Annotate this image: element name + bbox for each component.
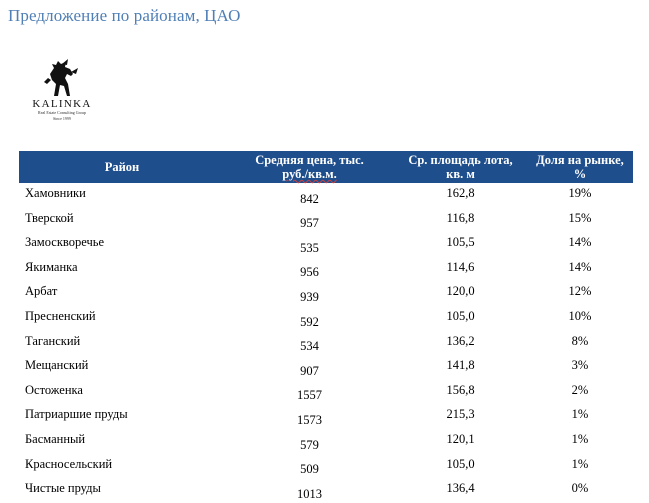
- header-area-line1: Ср. площадь лота,: [408, 153, 513, 167]
- table-header-row: [19, 151, 633, 183]
- header-price-line2: руб./кв.м.: [282, 167, 337, 181]
- cell-avg-price: 907: [300, 363, 319, 378]
- header-price-line1: Средняя цена, тыс.: [255, 153, 364, 167]
- header-avg-price: [225, 151, 394, 183]
- cell-avg-price: 939: [300, 289, 319, 304]
- cell-avg-area: 141,8: [446, 358, 475, 373]
- cell-avg-area: 105,0: [446, 456, 475, 471]
- cell-district: Тверской: [25, 210, 74, 225]
- table-row: [19, 454, 633, 479]
- table-row: [19, 429, 633, 454]
- table-row: [19, 257, 633, 282]
- cell-district: Чистые пруды: [25, 481, 101, 496]
- cell-district: Якиманка: [25, 259, 78, 274]
- cell-avg-area: 105,5: [446, 235, 475, 250]
- header-district: Район: [19, 151, 225, 183]
- cell-market-share: 14%: [568, 235, 592, 250]
- table-row: [19, 232, 633, 257]
- cell-district: Мещанский: [25, 358, 89, 373]
- logo-name: KALINKA: [32, 98, 92, 110]
- table-row: [19, 183, 633, 208]
- cell-market-share: 1%: [571, 407, 589, 422]
- cell-avg-price: 956: [300, 265, 319, 280]
- cell-market-share: 0%: [571, 481, 589, 496]
- header-avg-area: [394, 151, 527, 183]
- horse-emblem-icon: [40, 58, 84, 98]
- cell-market-share: 19%: [568, 186, 592, 200]
- cell-district: Хамовники: [25, 186, 86, 200]
- cell-avg-price: 957: [300, 216, 319, 231]
- cell-market-share: 8%: [571, 333, 589, 348]
- cell-market-share: 2%: [571, 382, 589, 397]
- cell-avg-price: 1557: [297, 388, 322, 403]
- table-row: [19, 306, 633, 331]
- table-row: [19, 208, 633, 233]
- logo-since: Since 1999: [53, 116, 71, 121]
- cell-avg-area: 114,6: [446, 259, 475, 274]
- cell-avg-price: 1573: [297, 412, 322, 427]
- table-row: [19, 380, 633, 405]
- header-area-line2: кв. м: [446, 167, 475, 181]
- cell-avg-area: 120,1: [446, 431, 475, 446]
- cell-market-share: 10%: [568, 308, 592, 323]
- cell-avg-price: 509: [300, 462, 319, 477]
- page-title: Предложение по районам, ЦАО: [8, 6, 241, 25]
- cell-market-share: 14%: [568, 259, 592, 274]
- cell-district: Остоженка: [25, 382, 83, 397]
- cell-market-share: 1%: [571, 431, 589, 446]
- logo-subtitle: Real Estate Consulting Group: [38, 110, 86, 115]
- kalinka-logo: [26, 54, 98, 124]
- table-row: [19, 478, 633, 503]
- cell-district: Пресненский: [25, 308, 96, 323]
- cell-avg-price: 535: [300, 240, 319, 255]
- table-row: [19, 331, 633, 356]
- cell-avg-area: 215,3: [446, 407, 475, 422]
- table-row: [19, 355, 633, 380]
- cell-market-share: 3%: [571, 358, 589, 373]
- cell-avg-area: 116,8: [446, 210, 475, 225]
- cell-avg-area: 162,8: [446, 186, 475, 200]
- cell-avg-area: 136,2: [446, 333, 475, 348]
- table-row: [19, 404, 633, 429]
- cell-district: Патриаршие пруды: [25, 407, 128, 422]
- cell-avg-price: 592: [300, 314, 319, 329]
- cell-avg-price: 579: [300, 437, 319, 452]
- table-row: [19, 281, 633, 306]
- header-market-share: Доля на рынке, %: [527, 151, 633, 183]
- cell-district: Таганский: [25, 333, 81, 348]
- cell-avg-price: 842: [300, 191, 319, 206]
- cell-district: Арбат: [25, 284, 58, 299]
- cell-market-share: 1%: [571, 456, 589, 471]
- cell-avg-area: 156,8: [446, 382, 475, 397]
- cell-avg-price: 1013: [297, 486, 322, 501]
- cell-district: Замоскворечье: [25, 235, 104, 250]
- cell-district: Красносельский: [25, 456, 113, 471]
- cell-market-share: 15%: [568, 210, 592, 225]
- cell-avg-area: 105,0: [446, 308, 475, 323]
- cell-market-share: 12%: [568, 284, 592, 299]
- cell-avg-price: 534: [300, 339, 319, 354]
- district-offer-table: [19, 151, 633, 503]
- cell-avg-area: 120,0: [446, 284, 475, 299]
- cell-avg-area: 136,4: [446, 481, 475, 496]
- cell-district: Басманный: [25, 431, 86, 446]
